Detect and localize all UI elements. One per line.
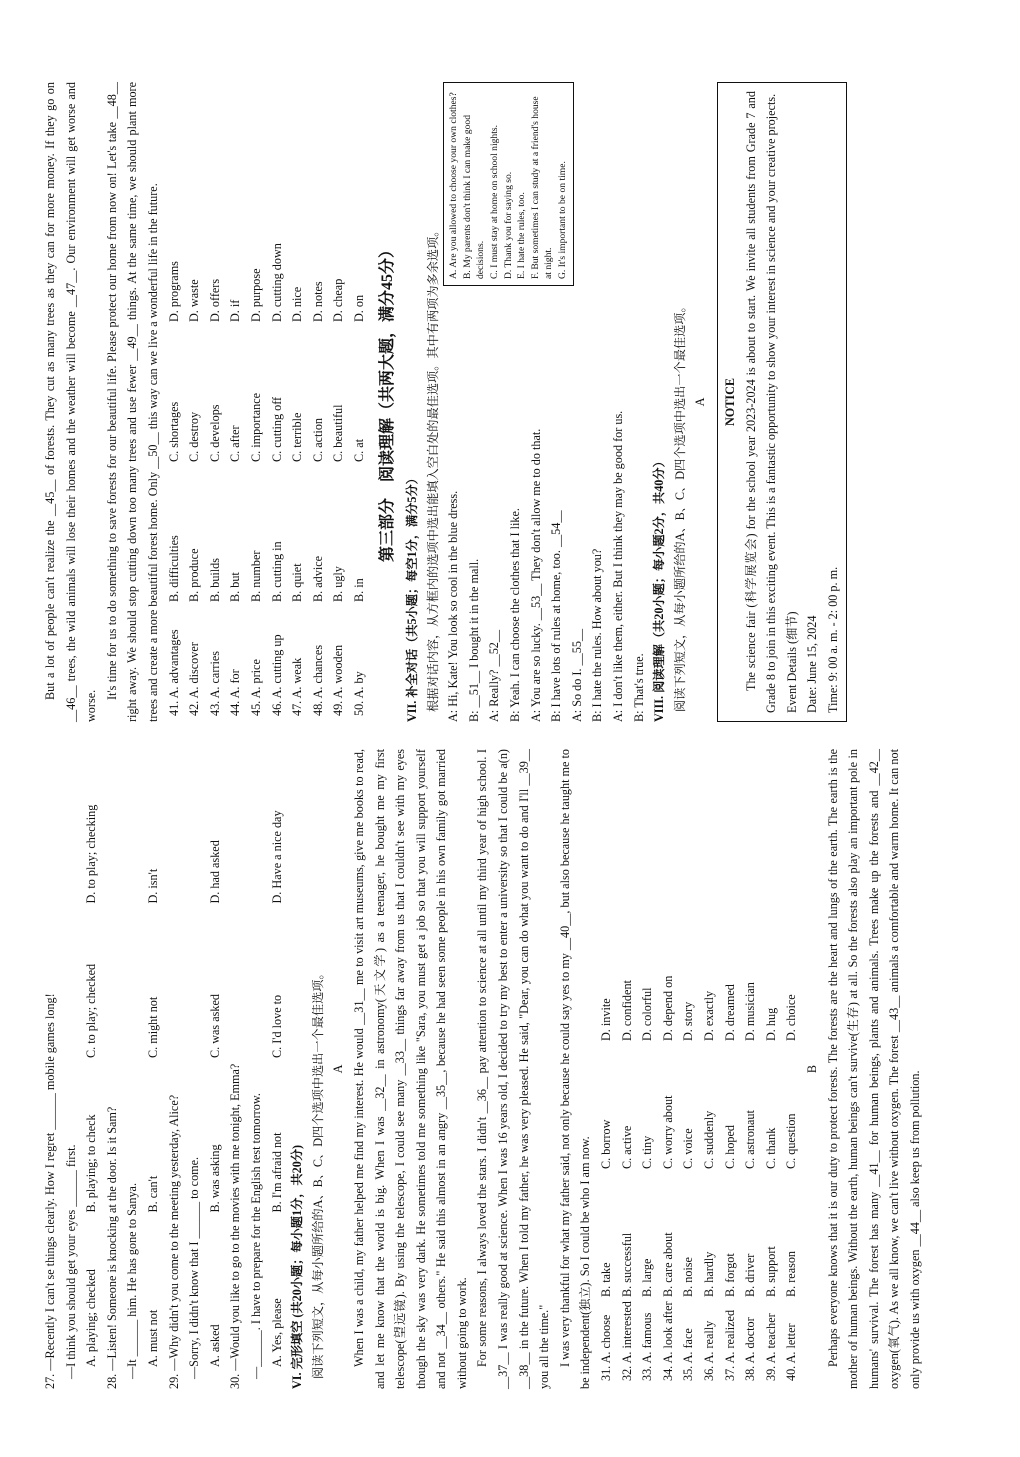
- choice-option: B. large: [640, 1258, 655, 1297]
- choice-option: D. cheap: [331, 278, 346, 322]
- dialog-line: B: That's true.: [631, 653, 646, 722]
- choice-option: D. notes: [310, 281, 325, 322]
- choice-option: D. offers: [207, 278, 222, 322]
- choice-option: C. destroy: [187, 411, 202, 462]
- option: A. playing; checked: [84, 1269, 99, 1367]
- choice-option: B. quiet: [290, 563, 305, 602]
- choice-row: [658, 749, 679, 1389]
- question-28: 28. —Listen! Someone is knocking at the door. Is it Sam?: [104, 1106, 119, 1389]
- passage-a-paragraph: When I was a child, my father helped me find my interest. He would __31__ me to visit art museums, give me books to read, and let me know that the world is big. When I was __32__ in astronomy(天文学) as a teenager, he bought me my first telescope(望远镜). By using the telescope, I could see many __33__ things far away from us that I couldn't see with my eyes though the sky was very dark. He sometimes told me something like "Sara, you must get a job so that you will support yourself and not __34__ others." He said this almost in an angry __35__, because he had seen some people in his own family got married without going to work.: [351, 749, 469, 1389]
- choice-row: [246, 82, 267, 722]
- choice-option: B. reason: [784, 1250, 799, 1297]
- choice-option: D. musician: [743, 982, 758, 1041]
- choice-option: 39. A. teacher: [763, 1313, 778, 1381]
- choice-option: 38. A. doctor: [743, 1317, 758, 1381]
- choice-option: B. care about: [660, 1232, 675, 1297]
- question-30-line2: —______. I have to prepare for the English test tomorrow.: [248, 1093, 263, 1379]
- notice-box: [717, 82, 847, 722]
- choice-row: [205, 82, 226, 722]
- question-27-options: [81, 749, 102, 1389]
- choice-option: B. in: [351, 578, 366, 602]
- option: D. isn't: [145, 868, 160, 904]
- choice-option: C. tiny: [640, 1135, 655, 1169]
- option: D. Have a nice day: [269, 810, 284, 904]
- choice-option: B. builds: [207, 557, 222, 602]
- choice-option: 49. A. wooden: [331, 644, 346, 716]
- dialog-line: A: Hi, Kate! You look so cool in the blue dress.: [446, 490, 461, 722]
- dialog-line: B: Yeah. I can choose the clothes that I like.: [508, 508, 523, 722]
- choice-option: 42. A. discover: [187, 642, 202, 716]
- choice-row: [720, 749, 741, 1389]
- option: A. asked: [207, 1324, 222, 1367]
- choice-row: [617, 749, 638, 1389]
- passage-a-paragraph: I was very thankful for what my father said, not only because he could say yes to my __40__, but also because he taught me to be independent(独立). So I could be who I am now.: [557, 749, 593, 1389]
- option: C. to play; checked: [84, 963, 99, 1058]
- box-option: B. My parents don't think I can make good decisions.: [461, 115, 487, 279]
- choice-option: C. astronaut: [743, 1110, 758, 1169]
- dialog-lines: [443, 302, 649, 722]
- choice-option: B. but: [228, 572, 243, 602]
- dialog-line: B: __51__ I bought it in the mall.: [466, 558, 481, 722]
- box-option: C. I must stay at home on school nights.: [489, 124, 501, 279]
- choice-option: D. confident: [619, 980, 634, 1041]
- box-option: A. Are you allowed to choose your own clothes?: [448, 92, 460, 279]
- dialog-line: B: I have lots of rules at home, too. __54__: [549, 510, 564, 722]
- part-three-heading: 第三部分 阅读理解（共两大题，满分45分）: [378, 242, 396, 563]
- choice-option: B. number: [248, 550, 263, 602]
- event-date: Date: June 15, 2024: [805, 615, 820, 713]
- choice-option: 47. A. weak: [290, 657, 305, 716]
- choice-row: [328, 82, 349, 722]
- choice-option: C. voice: [681, 1128, 696, 1169]
- box-option: G. It's important to be on time.: [557, 161, 569, 279]
- choice-option: B. hardly: [702, 1251, 716, 1297]
- choice-option: 35. A. face: [681, 1328, 696, 1381]
- option: B. can't: [145, 1175, 160, 1213]
- choice-option: C. action: [310, 417, 325, 462]
- choice-option: D. programs: [166, 261, 181, 322]
- notice-text: The science fair (科学展览会) for the school year 2023-2024 is about to start. We invite all students from Grade 7 and Grade 8 to join in this exciting event. This is a fantastic opportunity to show your interest in science and your creative projects.: [743, 91, 779, 713]
- box-option: F. But sometimes I can study at a friend's house at night.: [529, 96, 555, 279]
- choice-option: C. develops: [207, 404, 222, 462]
- choice-option: B. driver: [743, 1253, 758, 1297]
- choice-option: 36. A. really: [702, 1320, 716, 1381]
- section-vii-instruction: 根据对话内容，从方框内的选项中选出能填入空白处的最佳选项。其中有两项为多余选项。: [425, 224, 440, 712]
- passage-b-paragraph: Perhaps everyone knows that it is our duty to protect forests. The forests are the heart and lungs of the earth. The earth is the mother of human beings. Without the earth, human beings can't survive(生存) at all. So the forests also play an important pole in humans' survival. The forest has many __41__ for human beings, plants and animals. Trees make up the forests and __42__ oxygen(氧气). As we all know, we can't live without oxygen. The forest __43__ animals a comfortable and warm home. It can not only provide us with oxygen __44__ also keep us from pollution.: [825, 749, 922, 1389]
- option: C. was asked: [207, 994, 222, 1058]
- choice-option: D. if: [228, 299, 243, 322]
- question-27: 27. —Recently I can't se things clearly. How I regret ______ mobile games long!: [43, 993, 57, 1389]
- question-28-line2: —It ______ him. He has gone to Sanya.: [125, 1183, 140, 1379]
- reading-a-label: A: [693, 397, 708, 407]
- choice-option: B. support: [763, 1246, 778, 1297]
- choice-option: 40. A. letter: [784, 1323, 799, 1381]
- choice-option: C. borrow: [599, 1119, 614, 1169]
- choice-option: C. thank: [763, 1127, 778, 1169]
- choice-option: 34. A. look after: [660, 1301, 675, 1381]
- option: B. playing; to check: [84, 1114, 99, 1213]
- cloze-choices-31-40: [596, 749, 802, 1389]
- choice-option: D. story: [681, 1001, 696, 1041]
- option: D. had asked: [207, 840, 222, 904]
- question-27-line2: —I think you should get your eyes ______ first.: [63, 1144, 78, 1379]
- choice-row: [287, 82, 308, 722]
- choice-option: D. waste: [187, 279, 202, 322]
- dialog-line: B: I hate the rules. How about you?: [590, 548, 605, 722]
- choice-option: C. at: [351, 438, 366, 462]
- choice-option: C. shortages: [166, 401, 181, 462]
- notice-title: NOTICE: [723, 377, 737, 427]
- choice-row: [308, 82, 329, 722]
- question-28-options: [143, 749, 164, 1389]
- right-column: [40, 82, 847, 722]
- question-29: 29. —Why didn't you come to the meeting yesterday, Alice?: [166, 1094, 181, 1389]
- choice-option: D. hug: [763, 1007, 778, 1041]
- question-29-line2: —Sorry, I didn't know that I ______ to come.: [187, 1156, 202, 1379]
- passage-b-label: B: [804, 1064, 819, 1074]
- option: B. I'm afraid not: [269, 1132, 284, 1213]
- choice-row: [740, 749, 761, 1389]
- choice-option: B. forgot: [722, 1253, 737, 1297]
- choice-row: [596, 749, 617, 1389]
- choice-option: 41. A. advantages: [166, 629, 181, 716]
- cloze-choices-41-50: [164, 82, 370, 722]
- choice-option: D. purpose: [248, 268, 263, 322]
- choice-option: C. hoped: [722, 1124, 737, 1169]
- choice-row: [267, 82, 288, 722]
- dialog-line: A: I don't like them, either. But I think they may be good for us.: [611, 410, 626, 722]
- choice-option: 44. A. for: [228, 669, 243, 716]
- choice-option: C. worry about: [660, 1095, 675, 1169]
- choice-option: 45. A. price: [248, 659, 263, 716]
- dialog-options-box: [443, 82, 573, 286]
- choice-option: 32. A. interested: [619, 1301, 634, 1381]
- choice-option: D. on: [351, 294, 366, 322]
- choice-option: C. importance: [248, 392, 263, 462]
- choice-option: B. produce: [187, 548, 202, 602]
- passage-b-paragraph-2: But a lot of people can't realize the __45__ of forests. They cut as many trees as they can for more money. If they go on __46__ trees, the wild animals will lose their homes and the weather will become __47__. Our environment will get worse and worse.: [43, 82, 99, 722]
- choice-row: [349, 82, 370, 722]
- choice-option: B. noise: [681, 1257, 696, 1297]
- passage-b-paragraph-3: It's time for us to do something to save forests for our beautiful life. Please protect our home from now on! Let's take __48__ right away. We should stop cutting down too many trees and use fewer __49__ things. At the same time, we should plant more trees and create a more beautiful forest home. Only __50__ this way can we live a wonderful life in the future.: [104, 82, 160, 722]
- dialog-line: A: You are so lucky. __53__ They don't allow me to do that.: [528, 428, 543, 722]
- choice-option: C. terrible: [290, 412, 305, 462]
- option: D. to play; checking: [84, 804, 99, 904]
- choice-row: [225, 82, 246, 722]
- left-column: [40, 749, 926, 1389]
- choice-row: [184, 82, 205, 722]
- box-option: D. Thank you for saying so.: [502, 171, 514, 279]
- event-details: Event Details (细节): [784, 611, 799, 713]
- box-option: E. I hate the rules, too.: [516, 192, 528, 279]
- choice-option: 48. A. chances: [310, 644, 325, 716]
- choice-option: C. beautiful: [331, 404, 346, 462]
- passage-a-label: A: [331, 1064, 346, 1074]
- choice-row: [678, 749, 699, 1389]
- dialog-area: [443, 82, 649, 722]
- choice-option: D. nice: [290, 286, 305, 322]
- choice-option: B. difficulties: [166, 535, 181, 602]
- choice-option: C. cutting off: [269, 396, 284, 462]
- dialog-line: A: Really? __52__: [487, 629, 502, 722]
- option: B. was asking: [207, 1144, 222, 1213]
- choice-row: [761, 749, 782, 1389]
- choice-option: D. depend on: [660, 975, 675, 1041]
- choice-option: B. cutting in: [269, 541, 284, 602]
- choice-option: C. question: [784, 1113, 799, 1169]
- choice-option: 37. A. realized: [722, 1309, 737, 1381]
- choice-option: D. dreamed: [722, 984, 737, 1041]
- choice-option: D. exactly: [702, 990, 716, 1041]
- option: C. might not: [145, 996, 160, 1058]
- choice-option: B. take: [599, 1262, 614, 1297]
- choice-option: B. advice: [310, 555, 325, 602]
- question-30: 30. —Would you like to go to the movies with me tonight, Emma?: [228, 1063, 243, 1389]
- choice-option: B. ugly: [331, 566, 346, 602]
- question-30-options: [267, 749, 288, 1389]
- question-29-options: [205, 749, 226, 1389]
- section-viii-instruction: 阅读下列短文，从每小题所给的A、B、C、D四个选项中选出一个最佳选项。: [672, 300, 687, 712]
- choice-option: D. choice: [784, 994, 799, 1041]
- option: C. I'd love to: [269, 994, 284, 1058]
- choice-option: 31. A. choose: [599, 1314, 614, 1381]
- choice-option: B. successful: [619, 1232, 634, 1297]
- section-vi-heading: VI. 完形填空 (共20小题；每小题1分，共20分): [290, 1144, 305, 1389]
- choice-option: D. cutting down: [269, 243, 284, 322]
- choice-option: 43. A. carries: [207, 651, 222, 716]
- choice-option: 46. A. cutting up: [269, 634, 284, 716]
- section-vi-instruction: 阅读下列短文，从每小题所给的A、B、C、D四个选项中选出一个最佳选项。: [310, 967, 325, 1379]
- choice-option: C. after: [228, 425, 243, 462]
- passage-a-paragraph: For some reasons, I always loved the stars. I didn't __36__ pay attention to science at all until my third year of high school. I __37__ I was really good at science. When I was 16 years old, I decided to try my best to enter a university so that I could be a(n) __38__ in the future. When I told my father, he was very pleased. He said, "Dear, you can do what you want to do and I'll __39__ you all the time.": [475, 749, 552, 1389]
- dialog-line: A: So do I. __55__: [569, 628, 584, 722]
- choice-option: 50. A. by: [351, 671, 366, 716]
- choice-row: [164, 82, 185, 722]
- choice-row: [699, 749, 720, 1389]
- section-viii-heading: VIII. 阅读理解（共20小题；每小题2分，共40分）: [652, 455, 667, 722]
- choice-option: C. suddenly: [702, 1110, 716, 1169]
- option: A. must not: [145, 1309, 160, 1367]
- choice-option: 33. A. famous: [640, 1312, 655, 1381]
- choice-row: [637, 749, 658, 1389]
- choice-row: [781, 749, 802, 1389]
- section-vii-heading: VII. 补全对话（共5小题；每空1分，满分5分）: [405, 472, 420, 722]
- choice-option: D. invite: [599, 998, 614, 1041]
- choice-option: C. active: [619, 1125, 634, 1169]
- event-time: Time: 9: 00 a. m. - 2: 00 p. m.: [825, 566, 840, 713]
- option: A. Yes, please: [269, 1298, 284, 1367]
- choice-option: D. colorful: [640, 987, 655, 1041]
